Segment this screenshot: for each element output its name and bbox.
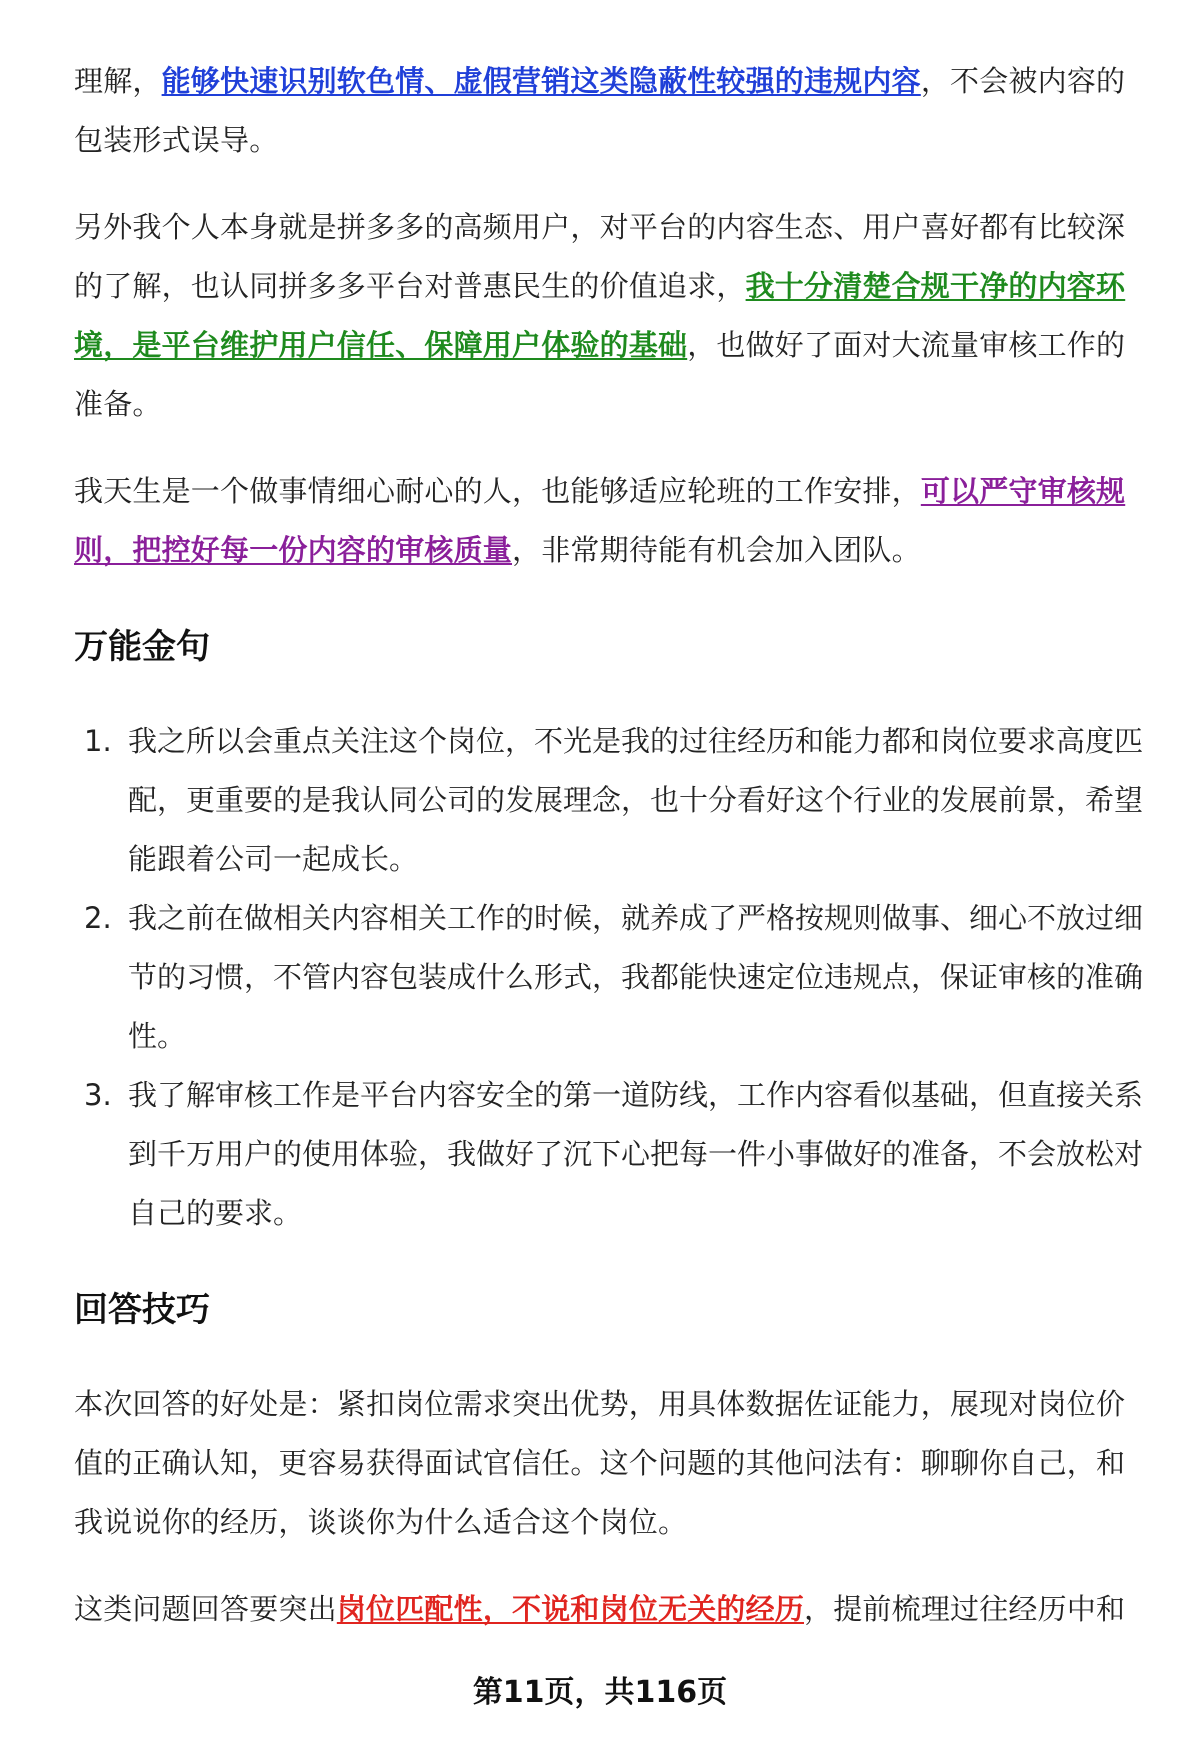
paragraph-1-tail: ，不会被内容的包装形式误导。 (74, 64, 1126, 157)
paragraph-1 (74, 52, 1146, 170)
paragraph-3-tail: ，非常期待能有机会加入团队。 (512, 533, 921, 567)
section-title-golden-phrases: 万能金句 (74, 627, 210, 667)
tips-paragraph-2-tail: ，提前梳理过往经历中和 (804, 1592, 1126, 1626)
paragraph-3-text: 我天生是一个做事情细心耐心的人，也能够适应轮班的工作安排， (74, 474, 921, 508)
paragraph-3-highlight: 可以严守审核规则，把控好每一份内容的审核质量 (74, 474, 1126, 567)
list-item-number: 2. (84, 901, 112, 935)
paragraph-1-highlight: 能够快速识别软色情、虚假营销这类隐蔽性较强的违规内容 (161, 64, 921, 98)
paragraph-2-highlight: 我十分清楚合规干净的内容环境，是平台维护用户信任、保障用户体验的基础 (74, 269, 1126, 362)
paragraph-2-text: 另外我个人本身就是拼多多的高频用户，对平台的内容生态、用户喜好都有比较深的了解，也认同拼多多平台对普惠民生的价值追求， (74, 210, 1126, 303)
page-number-footer: 第11页，共116页 (472, 1675, 728, 1710)
tips-paragraph-2-highlight: 岗位匹配性，不说和岗位无关的经历 (336, 1592, 805, 1626)
paragraph-2 (74, 198, 1146, 434)
tips-paragraph-2 (74, 1580, 1146, 1639)
list-item-text: 我了解审核工作是平台内容安全的第一道防线，工作内容看似基础，但直接关系到千万用户的使用体验，我做好了沉下心把每一件小事做好的准备，不会放松对自己的要求。 (128, 1078, 1144, 1230)
list-item-number: 3. (84, 1078, 112, 1112)
tips-paragraph-1: 本次回答的好处是：紧扣岗位需求突出优势，用具体数据佐证能力，展现对岗位价值的正确认知，更容易获得面试官信任。这个问题的其他问法有：聊聊你自己，和我说说你的经历，谈谈你为什么适合这个岗位。 (74, 1387, 1126, 1539)
list-item-text: 我之前在做相关内容相关工作的时候，就养成了严格按规则做事、细心不放过细节的习惯，不管内容包装成什么形式，我都能快速定位违规点，保证审核的准确性。 (128, 901, 1144, 1053)
list-item-text: 我之所以会重点关注这个岗位，不光是我的过往经历和能力都和岗位要求高度匹配，更重要的是我认同公司的发展理念，也十分看好这个行业的发展前景，希望能跟着公司一起成长。 (128, 724, 1144, 876)
list-item (74, 1066, 1146, 1243)
tips-paragraph-2-text: 这类问题回答要突出 (74, 1592, 337, 1626)
section-title-answer-tips: 回答技巧 (74, 1290, 210, 1330)
page-content (74, 52, 1146, 1639)
list-item (74, 712, 1146, 889)
paragraph-2-tail: ，也做好了面对大流量审核工作的准备。 (74, 328, 1126, 421)
paragraph-3 (74, 462, 1146, 580)
list-item-number: 1. (84, 724, 112, 758)
paragraph-1-text: 理解， (74, 64, 162, 98)
golden-phrases-list (74, 712, 1146, 1243)
list-item (74, 889, 1146, 1066)
